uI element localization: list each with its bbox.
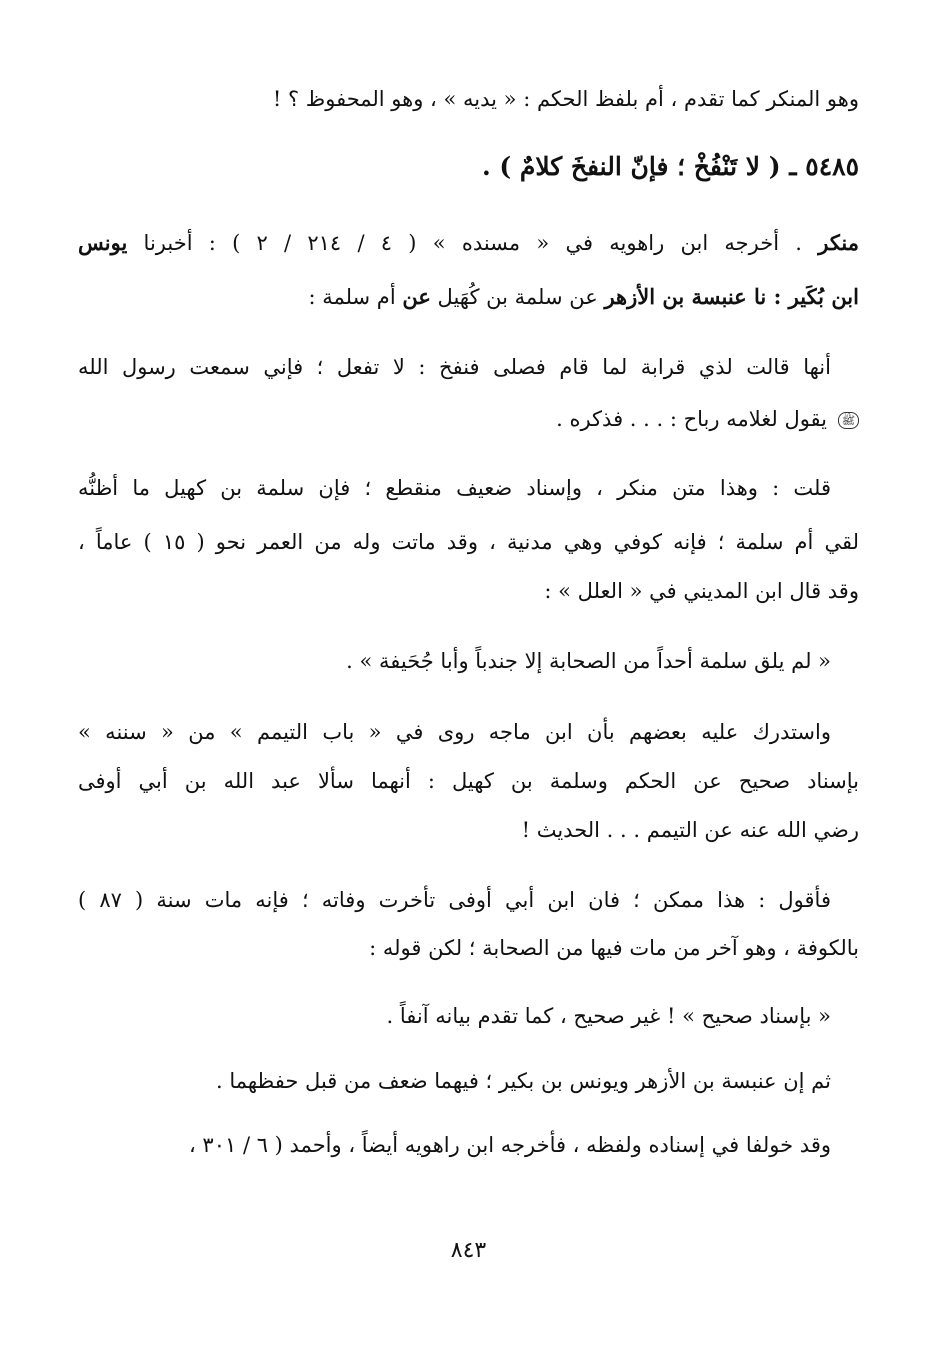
text-line: قلت : وهذا متن منكر ، وإسناد ضعيف منقطع ؛ فإن سلمة بن كهيل ما أظنُّه xyxy=(78,476,831,500)
text-span: أم سلمة : xyxy=(308,285,403,309)
text-line: وقد قال ابن المديني في « العلل » : xyxy=(544,579,859,603)
narrator-chain: ابن بُكَير : نا عنبسة بن الأزهر xyxy=(604,284,859,309)
text-span-bold: عن xyxy=(402,284,431,309)
text-line: وهو المنكر كما تقدم ، أم بلفظ الحكم : « يديه » ، وهو المحفوظ ؟ ! xyxy=(272,87,859,111)
text-line: واستدرك عليه بعضهم بأن ابن ماجه روى في « باب التيمم » من « سننه » xyxy=(78,720,831,744)
text-line: بالكوفة ، وهو آخر من مات فيها من الصحابة ؛ لكن قوله : xyxy=(369,936,859,960)
page-number: ٨٤٣ xyxy=(450,1238,487,1263)
quote-line: « لم يلق سلمة أحداً من الصحابة إلا جندباً وأبا جُحَيفة » . xyxy=(346,649,831,673)
text-line: رضي الله عنه عن التيمم . . . الحديث ! xyxy=(521,818,859,842)
text-line xyxy=(78,282,859,312)
text-line: ثم إن عنبسة بن الأزهر ويونس بن بكير ؛ فيهما ضعف من قبل حفظهما . xyxy=(215,1069,831,1093)
quote-line: « بإسناد صحيح » ! غير صحيح ، كما تقدم بيانه آنفاً . xyxy=(386,1004,831,1028)
text-line xyxy=(78,404,859,434)
grading-label: منكر xyxy=(818,230,860,255)
text-span: يقول لغلامه رباح : . . . فذكره . xyxy=(556,407,834,431)
text-line: وقد خولفا في إسناده ولفظه ، فأخرجه ابن راهويه أيضاً ، وأحمد ( ٦ / ٣٠١ ، xyxy=(188,1133,831,1157)
text-line: فأقول : هذا ممكن ؛ فان ابن أبي أوفى تأخرت وفاته ؛ فإنه مات سنة ( ٨٧ ) xyxy=(78,888,831,912)
text-line xyxy=(78,228,859,258)
narrator-name: يونس xyxy=(78,230,128,255)
text-line: أنها قالت لذي قرابة لما قام فصلى فنفخ : لا تفعل ؛ فإني سمعت رسول الله xyxy=(78,355,831,379)
salawat-glyph: ﷺ xyxy=(838,412,859,429)
text-line: لقي أم سلمة ؛ فإنه كوفي وهي مدنية ، وقد ماتت وله من العمر نحو ( ١٥ ) عاماً ، xyxy=(78,530,859,554)
text-span: عن سلمة بن كُهَيل xyxy=(430,285,605,309)
hadith-heading: ٥٤٨٥ ـ ( لا تَنْفُخْ ؛ فإنّ النفخَ كلامٌ ) . xyxy=(481,152,859,181)
text-line: بإسناد صحيح عن الحكم وسلمة بن كهيل : أنهما سألا عبد الله بن أبي أوفى xyxy=(78,769,859,793)
text-span: . أخرجه ابن راهويه في « مسنده » ( ٤ / ٢١٤ / ٢ ) : أخبرنا xyxy=(127,231,819,255)
